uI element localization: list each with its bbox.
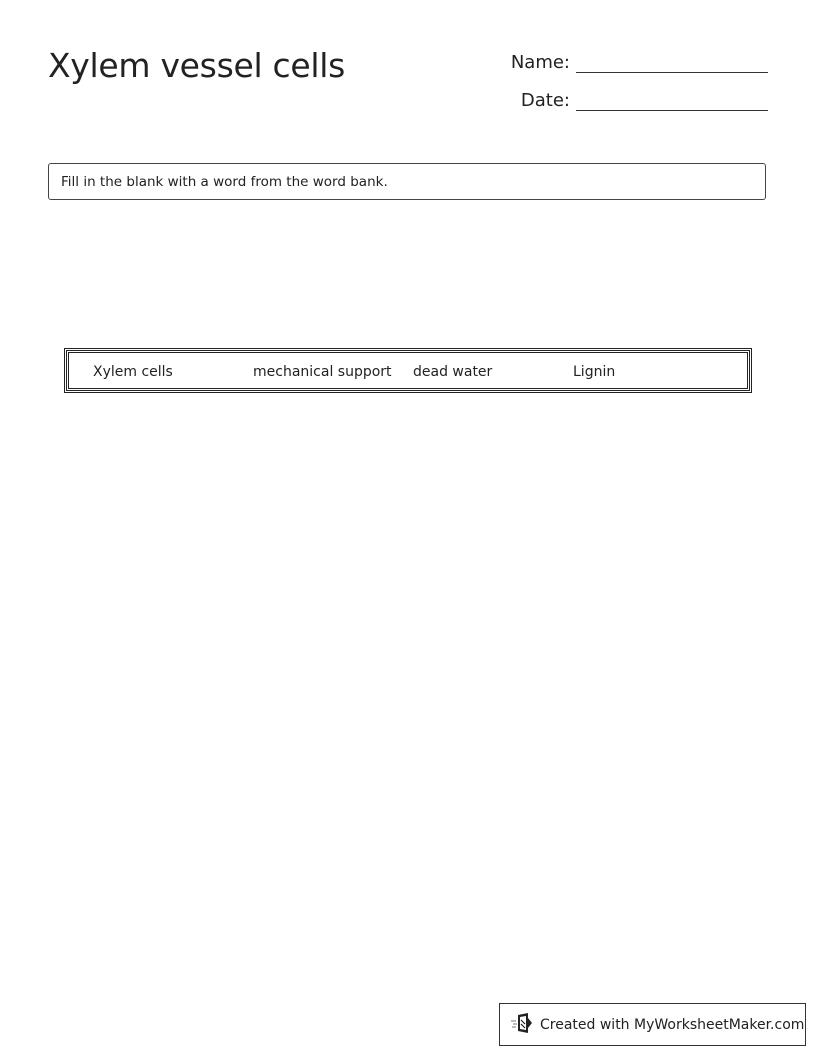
footer-credit[interactable] bbox=[499, 1003, 806, 1046]
instructions-box bbox=[48, 163, 766, 200]
footer-text: Created with MyWorksheetMaker.com bbox=[540, 1016, 805, 1033]
word-bank-item: dead water bbox=[413, 364, 493, 380]
word-bank-item: Lignin bbox=[573, 364, 616, 380]
name-blank-line[interactable] bbox=[576, 52, 768, 73]
worksheet-title: Xylem vessel cells bbox=[48, 46, 345, 85]
instructions-text: Fill in the blank with a word from the word bank. bbox=[61, 173, 388, 190]
worksheet-maker-logo-icon bbox=[510, 1012, 540, 1038]
word-bank-item: Xylem cells bbox=[93, 364, 173, 380]
word-bank bbox=[64, 348, 752, 393]
date-field bbox=[490, 90, 768, 111]
date-label: Date: bbox=[520, 90, 570, 111]
word-bank-item: mechanical support bbox=[253, 364, 392, 380]
name-label: Name: bbox=[510, 52, 570, 73]
date-blank-line[interactable] bbox=[576, 90, 768, 111]
name-field bbox=[490, 52, 768, 73]
word-bank-inner bbox=[68, 352, 748, 389]
